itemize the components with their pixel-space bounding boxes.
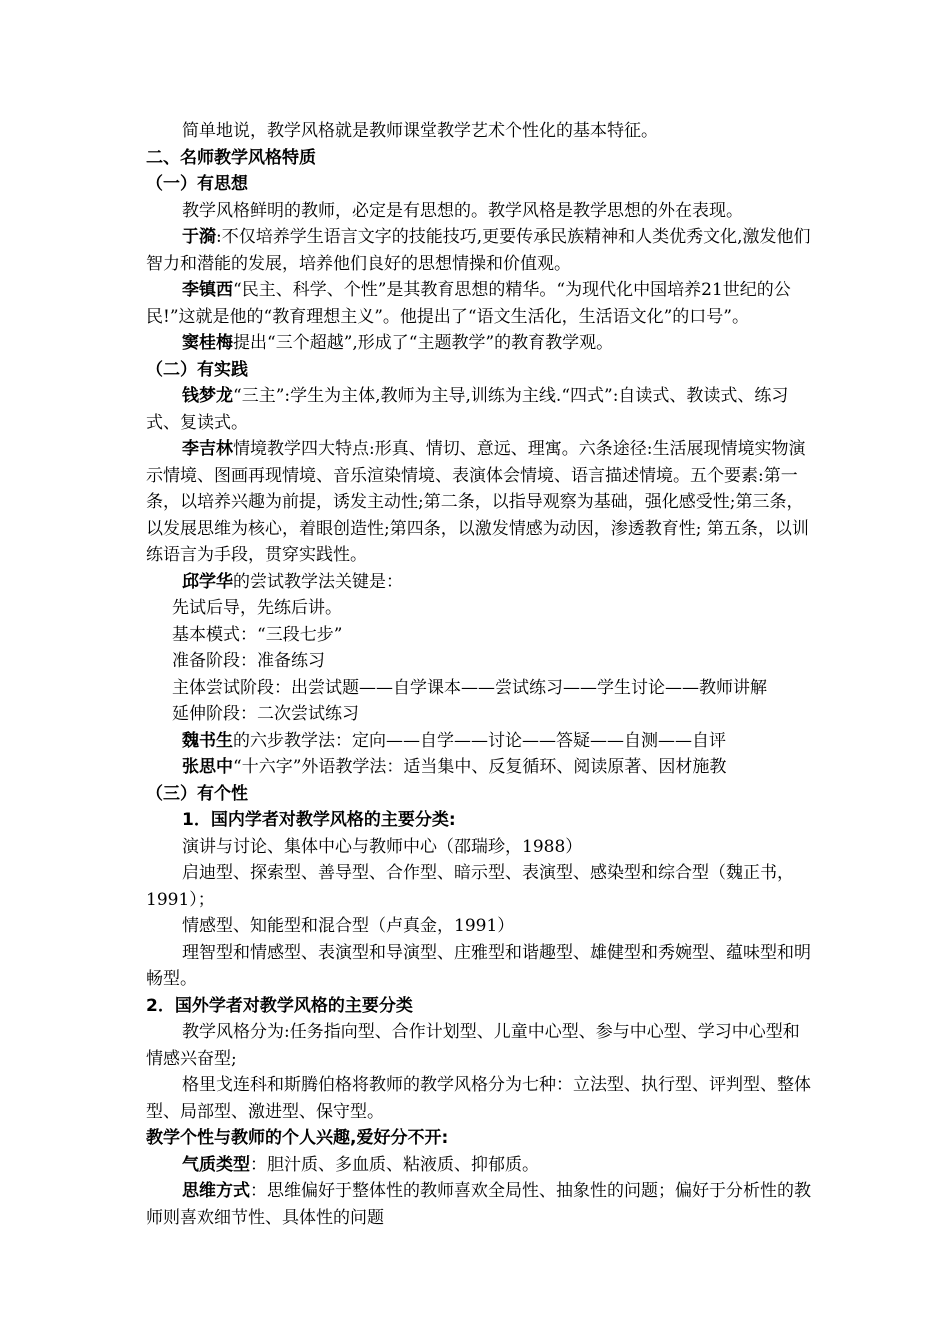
paragraph: 张思中“十六字”外语教学法：适当集中、反复循环、阅读原著、因材施教 <box>182 757 727 777</box>
section-heading: 二、名师教学风格特质 <box>146 147 316 168</box>
paragraph: 钱梦龙“三主”:学生为主体,教师为主导,训练为主线.“四式”:自读式、教读式、练习式、复读式。 <box>146 386 789 433</box>
paragraph: 演讲与讨论、集体中心与教师中心（邵瑞珍，1988） <box>182 836 583 857</box>
paragraph: 魏书生的六步教学法：定向——自学——讨论——答疑——自测——自评 <box>182 730 726 751</box>
paragraph: 先试后导，先练后讲。 <box>172 598 342 618</box>
subsection-heading: （一）有思想 <box>146 174 248 194</box>
paragraph: 李镇西“民主、科学、个性”是其教育思想的精华。“为现代化中国培养21世纪的公民!”这就是他的“教育理想主义”。他提出了“语文生活化，生活语文化”的口号”。 <box>146 280 791 327</box>
paragraph: 李吉林情境教学四大特点:形真、情切、意远、理寓。六条途径:生活展现情境实物演示情境、图画再现情境、音乐渲染情境、表演体会情境、语言描述情境。五个要素:第一条，以培养兴趣为前提，诱发主动性;第二条，以指导观察为基础，强化感受性;第三条，以发展思维为核心，着眼创造性;第四条，以激发情感为动因，渗透教育性; 第五条，以训练语言为手段，贯穿实践性。 <box>146 439 809 565</box>
person-name: 于漪 <box>182 227 216 247</box>
paragraph: 延伸阶段：二次尝试练习 <box>172 704 359 724</box>
paragraph: 于漪:不仅培养学生语言文字的技能技巧,更要传承民族精神和人类优秀文化,激发他们智力和潜能的发展，培养他们良好的思想情操和价值观。 <box>146 227 811 274</box>
person-name: 邱学华 <box>182 571 233 592</box>
numbered-heading: 2．国外学者对教学风格的主要分类 <box>146 995 413 1016</box>
subsection-heading: （二）有实践 <box>146 359 248 380</box>
person-name: 魏书生 <box>182 730 233 751</box>
paragraph: 理智型和情感型、表演型和导演型、庄雅型和谐趣型、雄健型和秀婉型、蕴味型和明畅型。 <box>146 942 811 989</box>
person-name: 窦桂梅 <box>182 333 233 353</box>
paragraph: 基本模式：“三段七步” <box>172 624 343 645</box>
paragraph: 窦桂梅提出“三个超越”,形成了“主题教学”的教育教学观。 <box>182 333 614 353</box>
paragraph: 思维方式：思维偏好于整体性的教师喜欢全局性、抽象性的问题；偏好于分析性的教师则喜欢细节性、具体性的问题 <box>146 1181 811 1228</box>
paragraph: 准备阶段：准备练习 <box>172 651 325 671</box>
bold-heading: 教学个性与教师的个人兴趣,爱好分不开: <box>146 1128 449 1148</box>
person-name: 钱梦龙 <box>182 386 233 406</box>
person-name: 李镇西 <box>182 280 233 300</box>
subsection-heading: （三）有个性 <box>146 783 248 804</box>
paragraph: 主体尝试阶段：出尝试题——自学课本——尝试练习——学生讨论——教师讲解 <box>172 677 767 698</box>
term-label: 思维方式 <box>182 1181 250 1201</box>
paragraph: 格里戈连科和斯腾伯格将教师的教学风格分为七种：立法型、执行型、评判型、整体型、局部型、激进型、保守型。 <box>146 1075 811 1122</box>
document-body <box>146 118 814 1231</box>
person-name: 李吉林 <box>182 439 233 459</box>
paragraph: 气质类型：胆汁质、多血质、粘液质、抑郁质。 <box>182 1154 539 1175</box>
paragraph: 启迪型、探索型、善导型、合作型、暗示型、表演型、感染型和综合型（魏正书，1991）； <box>146 863 794 910</box>
person-name: 张思中 <box>182 757 233 777</box>
paragraph: 教学风格鲜明的教师，必定是有思想的。教学风格是教学思想的外在表现。 <box>182 200 743 221</box>
paragraph: 邱学华的尝试教学法关键是： <box>182 571 403 592</box>
paragraph: 简单地说，教学风格就是教师课堂教学艺术个性化的基本特征。 <box>182 121 658 141</box>
paragraph: 教学风格分为:任务指向型、合作计划型、儿童中心型、参与中心型、学习中心型和情感兴奋型; <box>146 1022 800 1069</box>
paragraph: 情感型、知能型和混合型（卢真金，1991） <box>182 916 515 936</box>
term-label: 气质类型 <box>182 1154 250 1175</box>
numbered-heading: 1．国内学者对教学风格的主要分类: <box>182 810 456 830</box>
